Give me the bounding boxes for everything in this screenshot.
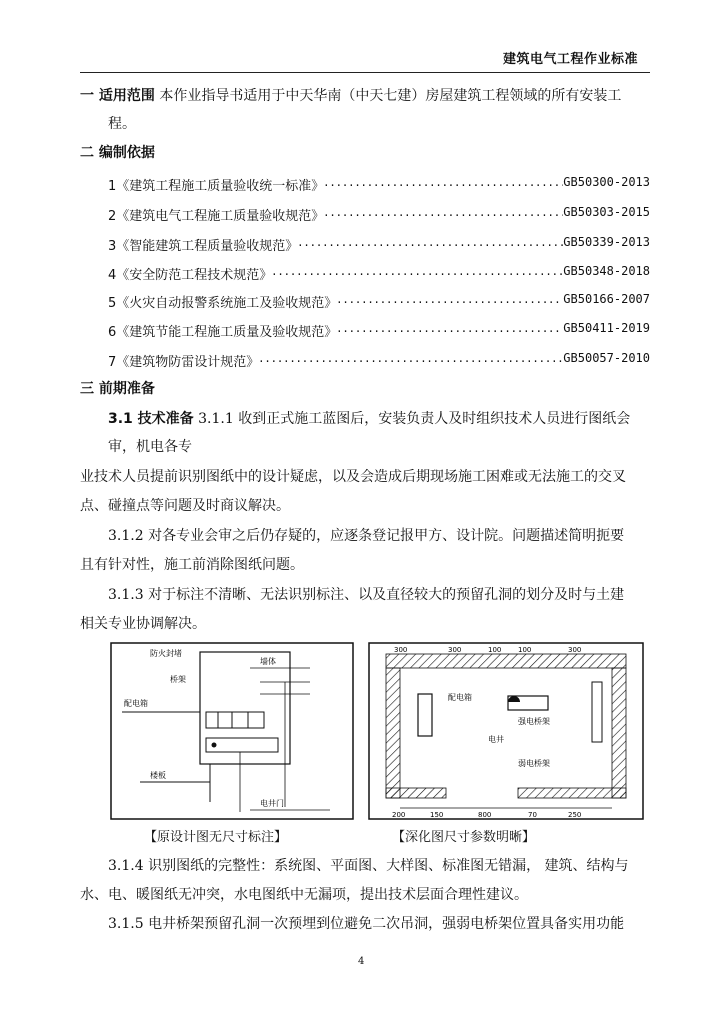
page-number: 4 bbox=[358, 956, 365, 967]
dimension-label: 300 bbox=[394, 646, 408, 654]
header-title: 建筑电气工程作业标准 bbox=[502, 52, 638, 67]
figure-label: 电井门 bbox=[260, 799, 284, 808]
section1-text1: 本作业指导书适用于中天华南（中天七建）房屋建筑工程领域的所有安装工 bbox=[159, 88, 622, 104]
figure-label: 配电箱 bbox=[448, 693, 472, 702]
original-design-figure bbox=[110, 642, 354, 820]
left-figure-caption: 【原设计图无尺寸标注】 bbox=[144, 830, 288, 845]
figure-label: 配电箱 bbox=[124, 699, 148, 708]
figure-label: 电井 bbox=[488, 735, 504, 744]
paragraph-3-1-1: 3.1 技术准备 3.1.1 收到正式施工蓝图后，安装负责人及时组织技术人员进行图纸会 bbox=[108, 411, 631, 427]
dimension-label: 250 bbox=[568, 811, 582, 819]
reference-item: 1《建筑工程施工质量验收统一标准》 ..... GB50300-2013 bbox=[108, 175, 650, 194]
figure-label: 强电桥架 bbox=[518, 717, 550, 726]
dimension-label: 300 bbox=[448, 646, 462, 654]
reference-item: 5《火灾自动报警系统施工及验收规范》 ..... GB50166-2007 bbox=[108, 292, 650, 311]
paragraph-3-1-5: 3.1.5 电井桥架预留孔洞一次预埋到位避免二次吊洞，强弱电桥架位置具备实用功能 bbox=[108, 916, 625, 932]
reference-item: 2《建筑电气工程施工质量验收规范》 ..... GB50303-2015 bbox=[108, 205, 650, 224]
dimension-label: 100 bbox=[518, 646, 532, 654]
reference-item: 6《建筑节能工程施工质量及验收规范》 ..... GB50411-2019 bbox=[108, 321, 650, 340]
paragraph-line: 且有针对性，施工前消除图纸问题。 bbox=[80, 557, 304, 573]
paragraph-line: 水、电、暖图纸无冲突，水电图纸中无漏项，提出技术层面合理性建议。 bbox=[80, 887, 528, 903]
figure-label: 楼板 bbox=[150, 771, 166, 780]
paragraph-3-1-3: 3.1.3 对于标注不清晰、无法识别标注、以及直径较大的预留孔洞的划分及时与土建 bbox=[108, 587, 625, 603]
dimension-label: 300 bbox=[568, 646, 582, 654]
deepened-design-figure bbox=[368, 642, 644, 820]
figure-label: 墙体 bbox=[260, 657, 276, 666]
section1-label: 一 适用范围 bbox=[80, 88, 155, 104]
dimension-label: 100 bbox=[488, 646, 502, 654]
right-figure-caption: 【深化图尺寸参数明晰】 bbox=[392, 830, 536, 845]
dimension-label: 200 bbox=[392, 811, 406, 819]
reference-item: 4《安全防范工程技术规范》 ..... GB50348-2018 bbox=[108, 264, 650, 283]
dimension-label: 800 bbox=[478, 811, 492, 819]
figure-label: 防火封堵 bbox=[150, 649, 182, 658]
paragraph-line: 业技术人员提前识别图纸中的设计疑虑，以及会造成后期现场施工困难或无法施工的交叉 bbox=[80, 469, 626, 485]
paragraph-line: 审，机电各专 bbox=[108, 439, 192, 455]
reference-item: 7《建筑物防雷设计规范》 ..... GB50057-2010 bbox=[108, 351, 650, 370]
paragraph-3-1-2: 3.1.2 对各专业会审之后仍存疑的，应逐条登记报甲方、设计院。问题描述简明扼要 bbox=[108, 528, 625, 544]
section1-line1 bbox=[80, 86, 650, 106]
paragraph-3-1-4: 3.1.4 识别图纸的完整性：系统图、平面图、大样图、标准图无错漏， 建筑、结构与 bbox=[108, 858, 629, 874]
dimension-label: 150 bbox=[430, 811, 444, 819]
section3-title: 三 前期准备 bbox=[80, 381, 155, 397]
header-rule bbox=[80, 72, 650, 73]
section3-1-label: 3.1 技术准备 bbox=[108, 411, 194, 427]
section1-text2: 程。 bbox=[108, 116, 136, 132]
paragraph-line: 相关专业协调解决。 bbox=[80, 616, 206, 632]
reference-item: 3《智能建筑工程质量验收规范》 ..... GB50339-2013 bbox=[108, 235, 650, 254]
paragraph-line: 点、碰撞点等问题及时商议解决。 bbox=[80, 498, 290, 514]
dimension-label: 70 bbox=[528, 811, 537, 819]
section2-title: 二 编制依据 bbox=[80, 145, 155, 161]
figure-label: 桥架 bbox=[170, 675, 186, 684]
figure-label: 弱电桥架 bbox=[518, 759, 550, 768]
